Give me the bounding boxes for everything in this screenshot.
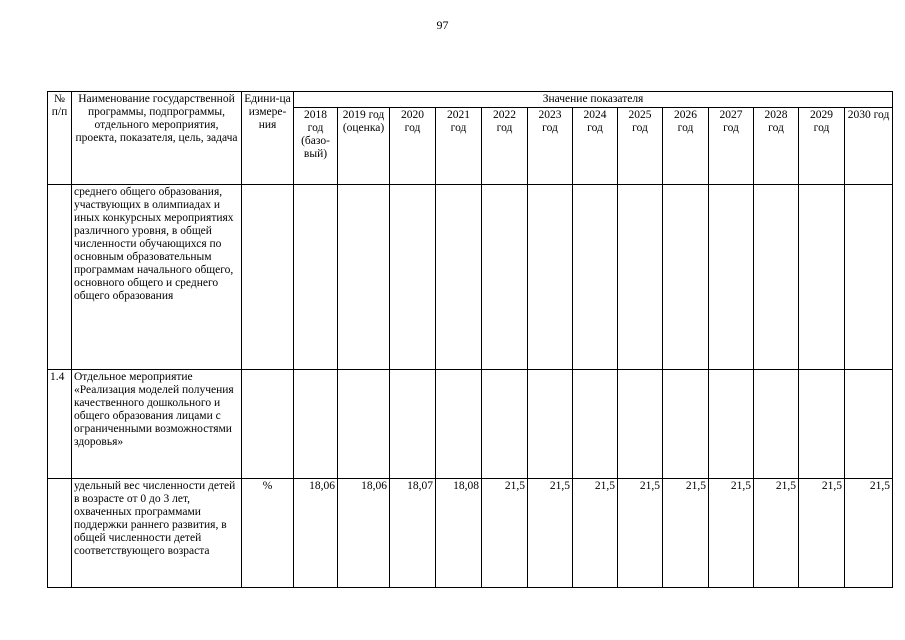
row-value-cell xyxy=(573,185,618,370)
row-value-cell: 21,5 xyxy=(709,479,754,588)
row-value-cell: 21,5 xyxy=(528,479,573,588)
header-year-1: 2019 год (оценка) xyxy=(338,108,390,185)
row-value-cell: 18,06 xyxy=(338,479,390,588)
row-unit xyxy=(242,185,294,370)
header-num: № п/п xyxy=(48,92,72,185)
row-value-cell xyxy=(663,370,709,479)
row-value-cell: 18,07 xyxy=(390,479,436,588)
header-row-top xyxy=(48,92,893,108)
row-value-cell: 18,06 xyxy=(294,479,338,588)
row-value-cell: 21,5 xyxy=(618,479,663,588)
header-year-0: 2018 год (базо-вый) xyxy=(294,108,338,185)
row-value-cell: 21,5 xyxy=(754,479,799,588)
header-year-9: 2027 год xyxy=(709,108,754,185)
row-value-cell xyxy=(799,185,845,370)
header-year-7: 2025 год xyxy=(618,108,663,185)
row-value-cell xyxy=(709,185,754,370)
row-value-cell xyxy=(436,185,482,370)
row-value-cell xyxy=(573,370,618,479)
header-year-6: 2024 год xyxy=(573,108,618,185)
header-year-4: 2022 год xyxy=(482,108,528,185)
header-value-group: Значение показателя xyxy=(294,92,893,108)
header-unit: Едини-ца измере-ния xyxy=(242,92,294,185)
header-year-2: 2020 год xyxy=(390,108,436,185)
header-year-12: 2030 год xyxy=(845,108,893,185)
row-value-cell xyxy=(709,370,754,479)
row-value-cell xyxy=(845,370,893,479)
row-value-cell xyxy=(482,370,528,479)
header-year-3: 2021 год xyxy=(436,108,482,185)
row-value-cell xyxy=(799,370,845,479)
page-number: 97 xyxy=(436,18,449,32)
row-value-cell: 21,5 xyxy=(482,479,528,588)
row-value-cell: 21,5 xyxy=(573,479,618,588)
row-value-cell xyxy=(663,185,709,370)
row-value-cell xyxy=(390,370,436,479)
row-value-cell: 18,08 xyxy=(436,479,482,588)
row-number: 1.4 xyxy=(48,370,72,479)
row-value-cell xyxy=(294,370,338,479)
row-value-cell xyxy=(338,185,390,370)
indicators-table xyxy=(47,91,893,588)
row-value-cell xyxy=(618,185,663,370)
row-value-cell xyxy=(294,185,338,370)
row-value-cell xyxy=(528,370,573,479)
row-value-cell xyxy=(338,370,390,479)
header-year-10: 2028 год xyxy=(754,108,799,185)
row-value-cell: 21,5 xyxy=(845,479,893,588)
row-value-cell xyxy=(618,370,663,479)
header-year-5: 2023 год xyxy=(528,108,573,185)
row-value-cell xyxy=(845,185,893,370)
row-value-cell xyxy=(482,185,528,370)
header-year-11: 2029 год xyxy=(799,108,845,185)
table-row xyxy=(48,185,893,370)
row-value-cell xyxy=(754,185,799,370)
row-value-cell xyxy=(528,185,573,370)
table-row xyxy=(48,370,893,479)
row-unit: % xyxy=(242,479,294,588)
row-name: удельный вес численности детей в возрасте от 0 до 3 лет, охваченных программами поддержки раннего развития, в общей численности детей соответствующего возраста xyxy=(72,479,242,588)
row-value-cell: 21,5 xyxy=(799,479,845,588)
row-name: Отдельное мероприятие «Реализация моделей получения качественного дошкольного и общего образования лицами с ограниченными возможностями здоровья» xyxy=(72,370,242,479)
table-row xyxy=(48,479,893,588)
row-number xyxy=(48,479,72,588)
header-year-8: 2026 год xyxy=(663,108,709,185)
row-value-cell xyxy=(436,370,482,479)
row-value-cell xyxy=(390,185,436,370)
row-unit xyxy=(242,370,294,479)
row-value-cell xyxy=(754,370,799,479)
header-name: Наименование государственной программы, подпрограммы, отдельного мероприятия, проекта, показателя, цель, задача xyxy=(72,92,242,185)
row-number xyxy=(48,185,72,370)
row-name: среднего общего образования, участвующих в олимпиадах и иных конкурсных мероприятиях различного уровня, в общей численности обучающихся по основным образовательным программам начального общего, основного общего и среднего общего образования xyxy=(72,185,242,370)
row-value-cell: 21,5 xyxy=(663,479,709,588)
